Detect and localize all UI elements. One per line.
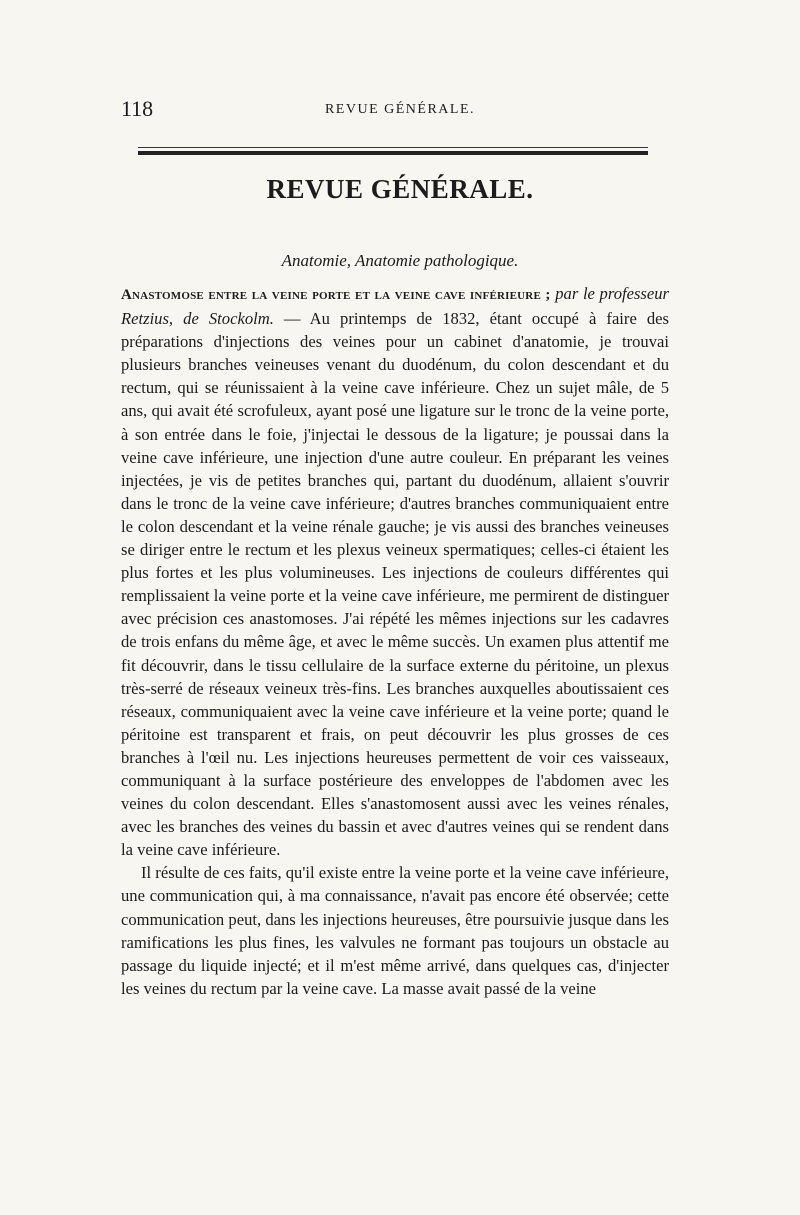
section-title: REVUE GÉNÉRALE.	[266, 174, 534, 204]
article-body	[121, 282, 669, 1000]
page-number: 118	[121, 96, 154, 121]
running-title: REVUE GÉNÉRALE.	[324, 102, 476, 117]
paragraph-1-text: — Au printemps de 1832, étant occupé à faire des préparations d'injections des veines pour un cabinet d'anatomie, je trouvai plusieurs branches veineuses venant du duodénum, du colon descendant et du rectum, qui se réunissaient à la veine cave inférieure. Chez un sujet mâle, de 5 ans, qui avait été scrofuleux, ayant posé une ligature sur le tronc de la veine porte, à son entrée dans le foie, j'injectai le dessous de la ligature; je poussai dans la veine cave inférieure, une injection d'une autre couleur. En préparant les veines injectées, je vis de petites branches qui, partant du duodénum, allaient s'ouvrir dans le tronc de la veine cave inférieure; d'autres branches communiquaient entre le colon descendant et la veine rénale gauche; je vis aussi des branches veineuses se diriger entre le rectum et les plexus veineux spermatiques; celles-ci étaient les plus fortes et les plus volumineuses. Les injections de couleurs différentes qui remplissaient la veine porte et la veine cave inférieure, me permirent de distinguer avec précision ces anastomoses. J'ai répété les mêmes injections sur les cadavres de trois enfans du même âge, et avec le même succès. Un examen plus attentif me fit découvrir, dans le tissu cellulaire de la surface externe du péritoine, un plexus très-serré de réseaux veineux très-fins. Les branches auxquelles aboutissaient ces réseaux, communiquaient avec la veine cave inférieure et la veine porte; quand le péritoine est transparent et frais, on peut découvrir les plus grosses de ces branches à l'œil nu. Les injections heureuses permettent de voir ces vaisseaux, communiquant à la surface postérieure des enveloppes de l'abdomen avec les veines du colon descendant. Elles s'anastomosent aussi avec les veines rénales, avec les branches des veines du bassin et avec d'autres veines qui se rendent dans la veine cave inférieure.	[121, 309, 669, 860]
article-title: Anastomose entre la veine porte et la veine cave inférieure ;	[121, 287, 551, 303]
article-author: par le professeur Retzius, de Stockolm.	[121, 284, 669, 329]
section-subheading: Anatomie, Anatomie pathologique.	[281, 251, 519, 270]
paragraph-2: Il résulte de ces faits, qu'il existe entre la veine porte et la veine cave inférieure, une communication qui, à ma connaissance, n'avait pas encore été observée; cette communication peut, dans les injections heureuses, être poursuivie jusque dans les ramifications les plus fines, les valvules ne formant pas toujours un obstacle au passage du liquide injecté; et il m'est même arrivé, dans quelques cas, d'injecter les veines du rectum par la veine cave. La masse avait passé de la veine	[121, 863, 669, 998]
header-rule-thick	[138, 151, 648, 155]
paragraph-1	[121, 282, 669, 861]
running-head	[0, 96, 800, 122]
header-rule-thin	[138, 147, 648, 148]
